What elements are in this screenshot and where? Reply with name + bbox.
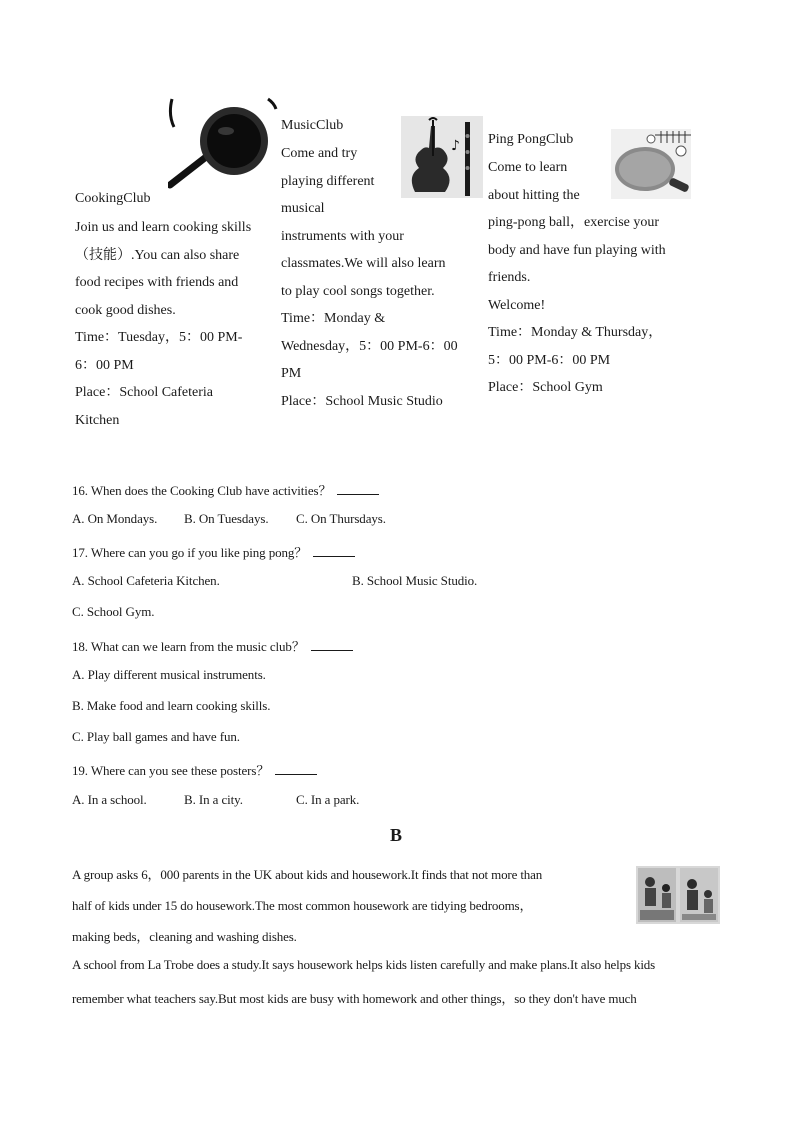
text-line: making beds，cleaning and washing dishes. bbox=[72, 929, 297, 944]
frying-pan-icon bbox=[168, 97, 280, 189]
question-17 bbox=[72, 542, 355, 561]
question-19 bbox=[72, 760, 317, 779]
text-line: Time：Monday & bbox=[281, 311, 386, 326]
question-16-option-c: C. On Thursdays. bbox=[296, 511, 386, 526]
section-b-heading: B bbox=[390, 825, 403, 845]
text-line: classmates.We will also learn bbox=[281, 256, 446, 271]
question-stem: 17. Where can you go if you like ping pong？ bbox=[72, 545, 308, 560]
text-line: Wednesday，5：00 PM-6：00 bbox=[281, 338, 458, 354]
text-line: body and have fun playing with bbox=[488, 242, 666, 258]
text-line: Time：Monday & Thursday， bbox=[488, 325, 663, 340]
question-16-option-a: A. On Mondays. bbox=[72, 511, 158, 526]
text-line: Place：School Gym bbox=[488, 380, 603, 395]
text-line: Come and try bbox=[281, 146, 358, 161]
question-stem: 18. What can we learn from the music club？ bbox=[72, 639, 305, 654]
question-19-option-b: B. In a city. bbox=[184, 792, 243, 807]
text-line: 6：00 PM bbox=[75, 357, 134, 373]
text-line: A school from La Trobe does a study.It says housework helps kids listen carefully and make plans.It also helps kids bbox=[72, 957, 656, 972]
question-stem: 16. When does the Cooking Club have activities？ bbox=[72, 483, 332, 498]
text-line: instruments with your bbox=[281, 228, 404, 244]
svg-text:♪: ♪ bbox=[451, 138, 460, 154]
text-line: about hitting the bbox=[488, 187, 580, 203]
text-line: （技能）.You can also share bbox=[75, 247, 240, 263]
text-line: Come to learn bbox=[488, 160, 568, 175]
question-18-option-c: C. Play ball games and have fun. bbox=[72, 729, 240, 744]
answer-blank[interactable] bbox=[311, 638, 353, 651]
question-19-option-a: A. In a school. bbox=[72, 792, 147, 807]
question-19-option-c: C. In a park. bbox=[296, 792, 360, 807]
text-line: friends. bbox=[488, 270, 531, 285]
text-line: half of kids under 15 do housework.The most common housework are tidying bedrooms， bbox=[72, 898, 533, 913]
answer-blank[interactable] bbox=[275, 762, 317, 775]
text-line: to play cool songs together. bbox=[281, 283, 435, 299]
question-18-option-a: A. Play different musical instruments. bbox=[72, 667, 266, 682]
text-line: musical bbox=[281, 201, 325, 216]
kids-housework-photo-icon bbox=[636, 866, 720, 924]
text-line: Join us and learn cooking skills bbox=[75, 220, 252, 235]
section-b-para1 bbox=[72, 864, 542, 957]
text-line: playing different bbox=[281, 173, 375, 189]
ping-pong-club-body bbox=[488, 154, 688, 402]
question-18-option-b: B. Make food and learn cooking skills. bbox=[72, 698, 271, 713]
text-line: Time：Tuesday，5：00 PM- bbox=[75, 330, 243, 345]
text-line: food recipes with friends and bbox=[75, 275, 239, 290]
text-line: 5：00 PM-6：00 PM bbox=[488, 352, 611, 368]
text-line: PM bbox=[281, 366, 302, 381]
text-line: cook good dishes. bbox=[75, 302, 176, 318]
cooking-club-body bbox=[75, 214, 270, 434]
text-line: Welcome! bbox=[488, 297, 546, 313]
text-line: A group asks 6，000 parents in the UK about kids and housework.It finds that not more than bbox=[72, 867, 543, 882]
question-16 bbox=[72, 480, 379, 499]
text-line: Place：School Cafeteria bbox=[75, 385, 214, 400]
text-line: remember what teachers say.But most kids are busy with homework and other things，so they don't have much bbox=[72, 991, 637, 1006]
text-line: Kitchen bbox=[75, 412, 120, 428]
question-17-option-a: A. School Cafeteria Kitchen. bbox=[72, 573, 220, 588]
question-18 bbox=[72, 636, 353, 655]
question-17-option-c: C. School Gym. bbox=[72, 604, 155, 619]
question-17-option-b: B. School Music Studio. bbox=[352, 573, 478, 588]
text-line: ping-pong ball，exercise your bbox=[488, 215, 660, 230]
ping-pong-club-title: Ping PongClub bbox=[488, 132, 574, 147]
section-b-para2 bbox=[72, 957, 655, 1019]
answer-blank[interactable] bbox=[313, 544, 355, 557]
music-club-body bbox=[281, 140, 476, 415]
question-16-option-b: B. On Tuesdays. bbox=[184, 511, 269, 526]
question-stem: 19. Where can you see these posters？ bbox=[72, 763, 270, 778]
answer-blank[interactable] bbox=[337, 482, 379, 495]
text-line: Place：School Music Studio bbox=[281, 393, 443, 409]
music-club-title: MusicClub bbox=[281, 118, 344, 133]
cooking-club-title: CookingClub bbox=[75, 191, 151, 206]
